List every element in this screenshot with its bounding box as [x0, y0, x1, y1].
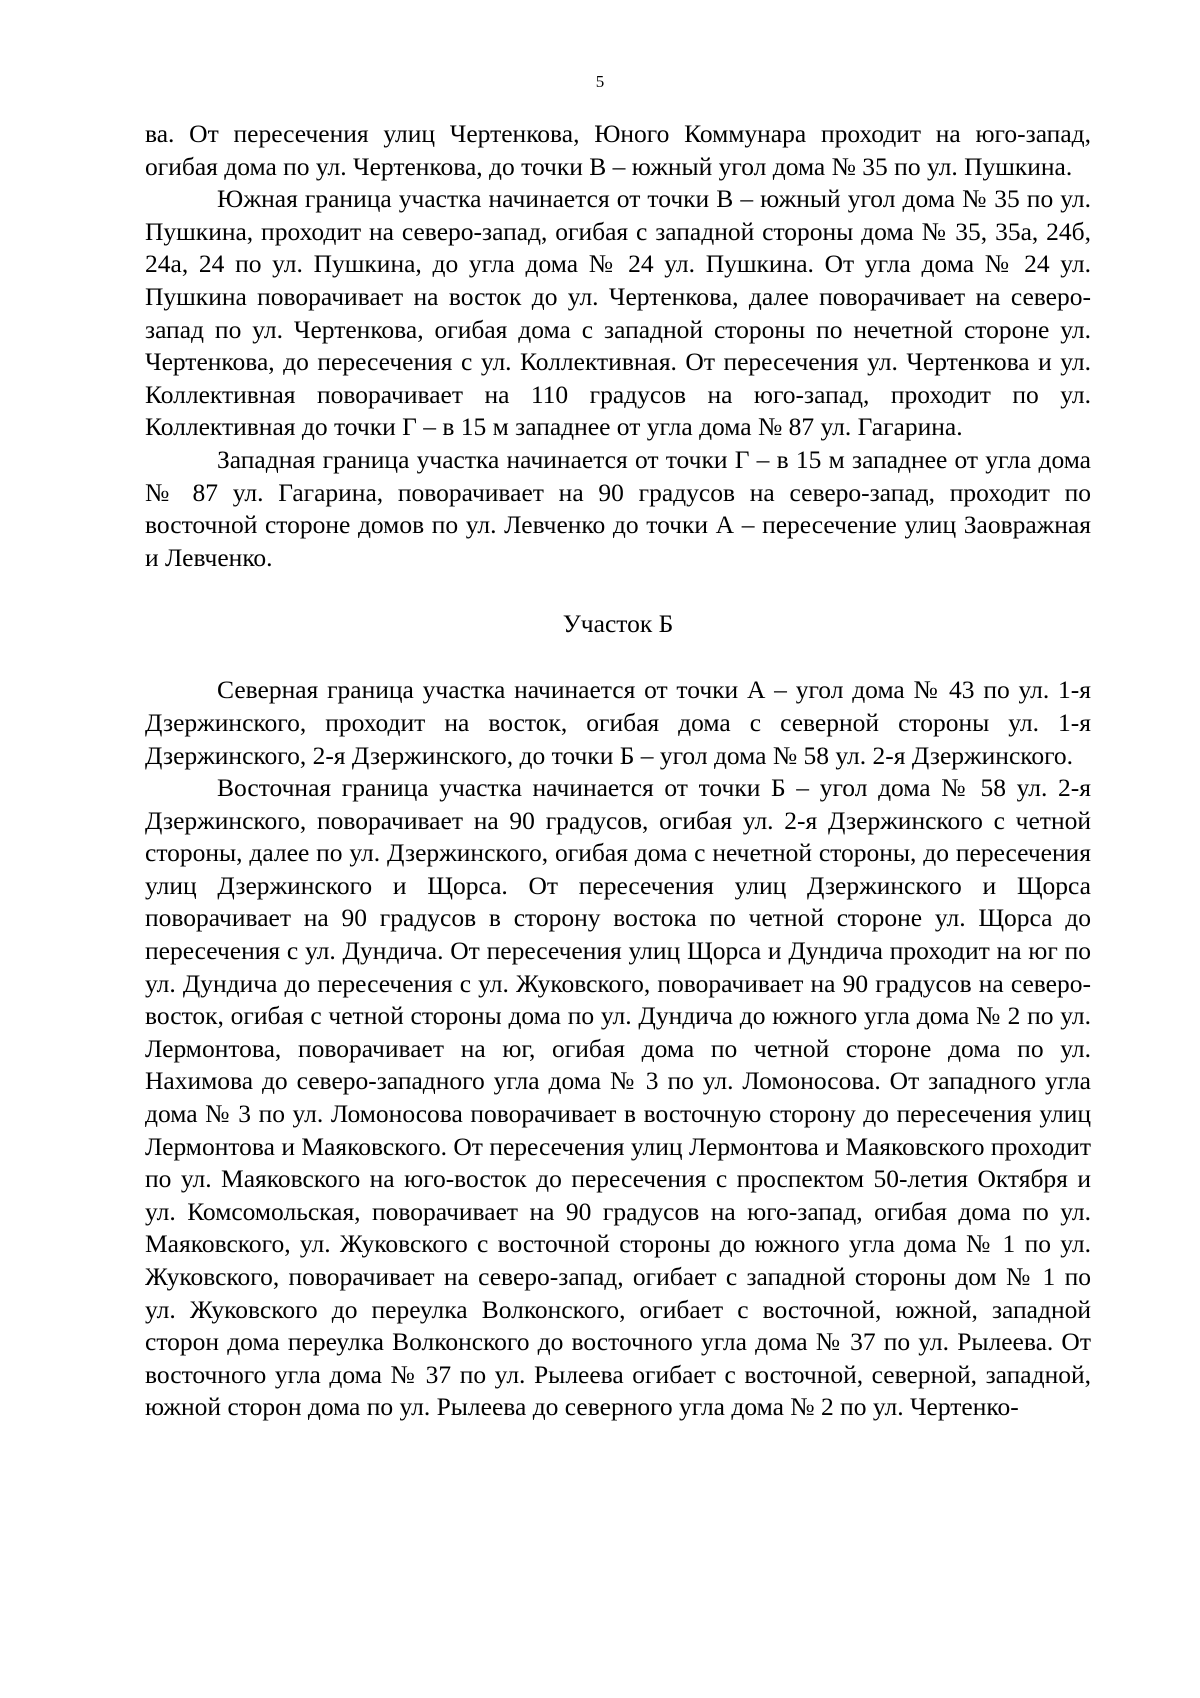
paragraph-western-boundary: Западная граница участка начинается от точки Г – в 15 м западнее от угла дома № 87 ул. Гагарина, поворачивает на 90 градусов на северо-запад, проходит по восточной стороне домов по ул. Левченко до точки А – пересечение улиц Заовражная и Левченко. — [145, 444, 1091, 572]
document-body — [145, 118, 1091, 1424]
paragraph-continuation: ва. От пересечения улиц Чертенкова, Юного Коммунара проходит на юго-запад, огибая дома по ул. Чертенкова, до точки В – южный угол дома № 35 по ул. Пушкина. — [145, 119, 1091, 181]
section-heading-b: Участок Б — [562, 609, 674, 639]
paragraph-northern-boundary: Северная граница участка начинается от точки А – угол дома № 43 по ул. 1-я Дзержинского, проходит на восток, огибая дома с северной стороны ул. 1-я Дзержинского, 2-я Дзержинского, до точки Б – угол дома № 58 ул. 2-я Дзержинского. — [145, 675, 1091, 770]
paragraph-eastern-boundary: Восточная граница участка начинается от точки Б – угол дома № 58 ул. 2-я Дзержинского, поворачивает на 90 градусов, огибая ул. 2-я Дзержинского с четной стороны, далее по ул. Дзержинского, огибая дома с нечетной стороны, до пересечения улиц Дзержинского и Щорса. От пересечения улиц Дзержинского и Щорса поворачивает на 90 градусов в сторону востока по четной стороне ул. Щорса до пересечения с ул. Дундича. От пересечения улиц Щорса и Дундича проходит на юг по ул. Дундича до пересечения с ул. Жуковского, поворачивает на 90 градусов на северо-восток, огибая с четной стороны дома по ул. Дундича до южного угла дома № 2 по ул. Лермонтова, поворачивает на юг, огибая дома по четной стороне дома по ул. Нахимова до северо-западного угла дома № 3 по ул. Ломоносова. От западного угла дома № 3 по ул. Ломоносова поворачивает в восточную сторону до пересечения улиц Лермонтова и Маяковского. От пересечения улиц Лермонтова и Маяковского проходит по ул. Маяковского на юго-восток до пересечения с проспектом 50-летия Октября и ул. Комсомольская, поворачивает на 90 градусов на юго-запад, огибая дома по ул. Маяковского, ул. Жуковского с восточной стороны до южного угла дома № 1 по ул. Жуковского, поворачивает на северо-запад, огибает с западной стороны дом № 1 по ул. Жуковского до переулка Волконского, огибает с восточной, южной, западной сторон дома переулка Волконского до восточного угла дома № 37 по ул. Рылеева. От восточного угла дома № 37 по ул. Рылеева огибает с восточной, северной, западной, южной сторон дома по ул. Рылеева до северного угла дома № 2 по ул. Чертенко- — [145, 773, 1091, 1422]
paragraph-southern-boundary: Южная граница участка начинается от точки В – южный угол дома № 35 по ул. Пушкина, проходит на северо-запад, огибая с западной стороны дома № 35, 35а, 24б, 24а, 24 по ул. Пушкина, до угла дома № 24 ул. Пушкина. От угла дома № 24 ул. Пушкина поворачивает на восток до ул. Чертенкова, далее поворачивает на северо-запад по ул. Чертенкова, огибая дома с западной стороны по нечетной стороне ул. Чертенкова, до пересечения с ул. Коллективная. От пересечения ул. Чертенкова и ул. Коллективная поворачивает на 110 градусов на юго-запад, проходит по ул. Коллективная до точки Г – в 15 м западнее от угла дома № 87 ул. Гагарина. — [145, 184, 1091, 442]
page-number: 5 — [595, 72, 605, 91]
